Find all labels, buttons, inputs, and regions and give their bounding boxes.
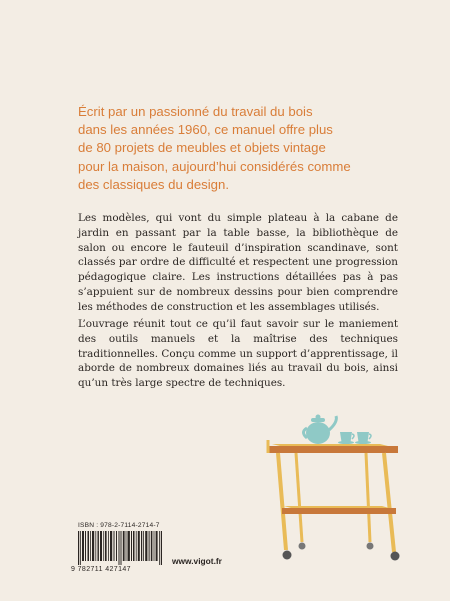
tagline-line: de 80 projets de meubles et objets vintage bbox=[78, 140, 326, 156]
description-paragraph: L’ouvrage réunit tout ce qu’il faut savoir sur le maniement des outils manuels et la maîtrise des techniques traditionnelles. Conçu comme un support d’apprentissage, il aborde de nombreux domaines liés au travail du bois, ainsi qu’un très large spectre de techniques. bbox=[78, 318, 398, 390]
tagline-line: dans les années 1960, ce manuel offre plus bbox=[78, 122, 333, 138]
tagline bbox=[78, 103, 408, 194]
cup-icon bbox=[338, 432, 354, 444]
tagline-line: Écrit par un passionné du travail du bois bbox=[78, 104, 313, 119]
description-paragraph: Les modèles, qui vont du simple plateau à la cabane de jardin en passant par la table basse, la bibliothèque de salon ou encore le fauteuil d’inspiration scandinave, sont classés par ordre de difficulté et respectent une progression pédagogique claire. Les instructions détaillées pas à pas s’appuient sur de nombreux dessins pour bien comprendre les méthodes de construction et les assemblages utilisés. bbox=[78, 212, 398, 313]
cup-icon bbox=[355, 432, 371, 444]
tea-trolley-icon bbox=[258, 410, 408, 566]
tagline-line: pour la maison, aujourd’hui considérés comme bbox=[78, 158, 351, 174]
teapot-icon bbox=[304, 415, 337, 445]
barcode bbox=[78, 531, 162, 565]
barcode-digits: 9 782711 427147 bbox=[71, 566, 131, 573]
tagline-line: des classiques du design. bbox=[78, 176, 230, 192]
isbn-label: ISBN : 978-2-7114-2714-7 bbox=[78, 522, 160, 529]
publisher-url: www.vigot.fr bbox=[172, 556, 222, 566]
